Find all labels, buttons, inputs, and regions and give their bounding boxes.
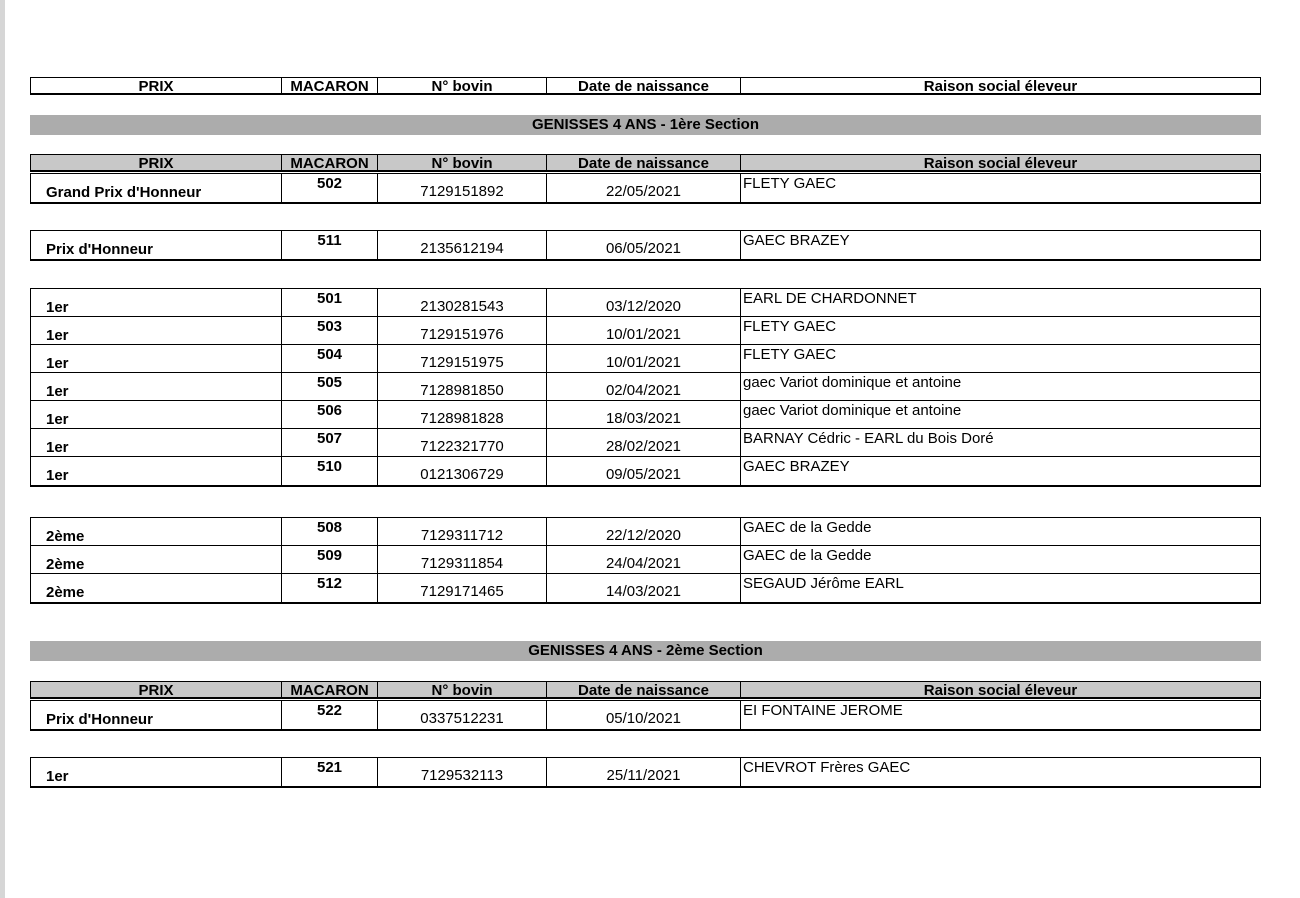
cell-macaron: 521 — [282, 758, 378, 786]
cell-naissance: 09/05/2021 — [547, 457, 741, 485]
cell-macaron: 512 — [282, 574, 378, 602]
col-macaron: MACARON — [282, 682, 378, 697]
col-bovin: N° bovin — [378, 682, 547, 697]
cell-naissance: 24/04/2021 — [547, 546, 741, 573]
result-group — [30, 757, 1261, 788]
cell-prix: 1er — [31, 345, 282, 372]
cell-macaron: 503 — [282, 317, 378, 344]
cell-eleveur: GAEC de la Gedde — [743, 519, 872, 536]
cell-bovin: 2130281543 — [378, 289, 547, 316]
col-naissance: Date de naissance — [547, 155, 741, 170]
cell-naissance: 14/03/2021 — [547, 574, 741, 602]
cell-naissance: 22/12/2020 — [547, 518, 741, 545]
cell-eleveur: CHEVROT Frères GAEC — [743, 759, 911, 776]
table-row — [31, 317, 1260, 345]
cell-bovin: 2135612194 — [378, 231, 547, 259]
col-bovin: N° bovin — [378, 78, 547, 93]
col-bovin: N° bovin — [378, 155, 547, 170]
table-header-section-2 — [30, 681, 1261, 699]
cell-bovin: 7129532113 — [378, 758, 547, 786]
cell-prix: 1er — [31, 401, 282, 428]
cell-prix: 1er — [31, 457, 282, 485]
cell-prix: 1er — [31, 373, 282, 400]
cell-macaron: 508 — [282, 518, 378, 545]
cell-prix: Grand Prix d'Honneur — [31, 174, 282, 202]
cell-bovin: 7129151892 — [378, 174, 547, 202]
result-group — [30, 517, 1261, 604]
table-row — [31, 574, 1260, 602]
cell-eleveur: FLETY GAEC — [743, 175, 837, 192]
section-title-1: GENISSES 4 ANS - 1ère Section — [30, 115, 1261, 135]
table-row — [31, 701, 1260, 729]
table-header-section-1 — [30, 154, 1261, 172]
cell-eleveur: GAEC de la Gedde — [743, 547, 872, 564]
cell-eleveur: FLETY GAEC — [743, 346, 837, 363]
table-row — [31, 231, 1260, 259]
cell-naissance: 05/10/2021 — [547, 701, 741, 729]
result-group — [30, 173, 1261, 204]
cell-macaron: 502 — [282, 174, 378, 202]
table-row — [31, 758, 1260, 786]
col-macaron: MACARON — [282, 155, 378, 170]
cell-bovin: 7129311854 — [378, 546, 547, 573]
cell-macaron: 511 — [282, 231, 378, 259]
cell-naissance: 06/05/2021 — [547, 231, 741, 259]
cell-prix: Prix d'Honneur — [31, 231, 282, 259]
cell-bovin: 7129171465 — [378, 574, 547, 602]
cell-eleveur: SEGAUD Jérôme EARL — [743, 575, 904, 592]
cell-eleveur: GAEC BRAZEY — [743, 232, 850, 249]
col-macaron: MACARON — [282, 78, 378, 93]
cell-macaron: 504 — [282, 345, 378, 372]
table-row — [31, 373, 1260, 401]
table-header-top — [30, 77, 1261, 95]
cell-bovin: 7128981850 — [378, 373, 547, 400]
cell-macaron: 522 — [282, 701, 378, 729]
table-row — [31, 345, 1260, 373]
table-row — [31, 429, 1260, 457]
col-eleveur: Raison social éleveur — [923, 78, 1078, 93]
cell-naissance: 03/12/2020 — [547, 289, 741, 316]
table-row — [31, 174, 1260, 202]
col-naissance: Date de naissance — [547, 682, 741, 697]
cell-prix: Prix d'Honneur — [31, 701, 282, 729]
cell-bovin: 7128981828 — [378, 401, 547, 428]
cell-eleveur: GAEC BRAZEY — [743, 458, 850, 475]
cell-eleveur: FLETY GAEC — [743, 318, 837, 335]
cell-macaron: 510 — [282, 457, 378, 485]
table-row — [31, 457, 1260, 485]
cell-prix: 1er — [31, 289, 282, 316]
col-eleveur: Raison social éleveur — [923, 155, 1078, 170]
cell-eleveur: EARL DE CHARDONNET — [743, 290, 917, 307]
page-edge — [0, 0, 5, 898]
cell-macaron: 505 — [282, 373, 378, 400]
cell-eleveur: gaec Variot dominique et antoine — [743, 374, 962, 391]
col-prix: PRIX — [31, 155, 282, 170]
col-eleveur: Raison social éleveur — [923, 682, 1078, 697]
cell-prix: 2ème — [31, 518, 282, 545]
cell-bovin: 7129151975 — [378, 345, 547, 372]
cell-naissance: 10/01/2021 — [547, 345, 741, 372]
table-row — [31, 518, 1260, 546]
cell-naissance: 18/03/2021 — [547, 401, 741, 428]
cell-bovin: 7129311712 — [378, 518, 547, 545]
cell-bovin: 0121306729 — [378, 457, 547, 485]
col-prix: PRIX — [31, 78, 282, 93]
cell-prix: 1er — [31, 429, 282, 456]
table-row — [31, 401, 1260, 429]
cell-macaron: 506 — [282, 401, 378, 428]
cell-bovin: 0337512231 — [378, 701, 547, 729]
result-group — [30, 288, 1261, 487]
cell-naissance: 10/01/2021 — [547, 317, 741, 344]
cell-bovin: 7122321770 — [378, 429, 547, 456]
cell-prix: 1er — [31, 317, 282, 344]
cell-naissance: 25/11/2021 — [547, 758, 741, 786]
table-row — [31, 546, 1260, 574]
cell-macaron: 501 — [282, 289, 378, 316]
result-group — [30, 700, 1261, 731]
cell-naissance: 02/04/2021 — [547, 373, 741, 400]
section-title-2: GENISSES 4 ANS - 2ème Section — [30, 641, 1261, 661]
table-row — [31, 289, 1260, 317]
cell-macaron: 507 — [282, 429, 378, 456]
cell-eleveur: BARNAY Cédric - EARL du Bois Doré — [743, 430, 994, 447]
result-group — [30, 230, 1261, 261]
cell-macaron: 509 — [282, 546, 378, 573]
cell-eleveur: EI FONTAINE JEROME — [743, 702, 903, 719]
cell-bovin: 7129151976 — [378, 317, 547, 344]
cell-naissance: 28/02/2021 — [547, 429, 741, 456]
cell-prix: 2ème — [31, 574, 282, 602]
cell-prix: 1er — [31, 758, 282, 786]
cell-naissance: 22/05/2021 — [547, 174, 741, 202]
col-prix: PRIX — [31, 682, 282, 697]
cell-prix: 2ème — [31, 546, 282, 573]
col-naissance: Date de naissance — [547, 78, 741, 93]
cell-eleveur: gaec Variot dominique et antoine — [743, 402, 962, 419]
